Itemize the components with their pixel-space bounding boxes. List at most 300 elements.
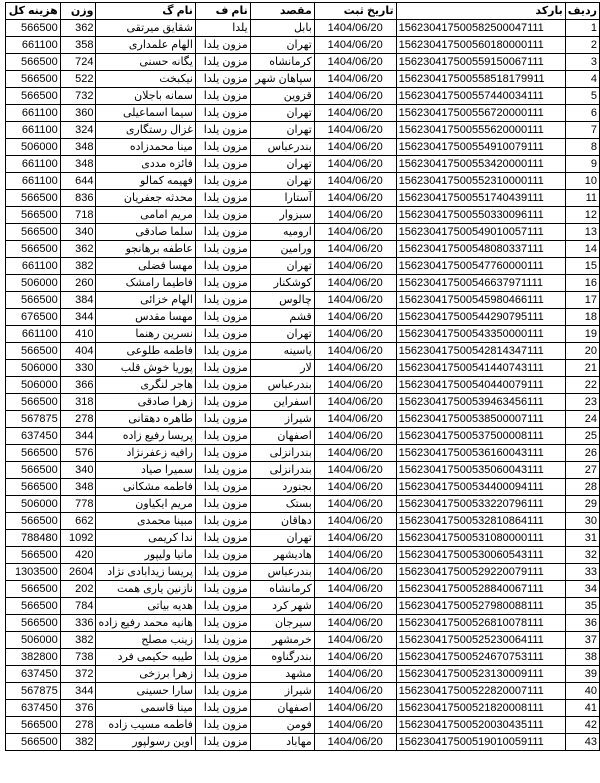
registration-date-cell: 1404/06/20: [314, 428, 396, 445]
destination-cell: تهران: [250, 326, 314, 343]
weight-cell: 340: [60, 224, 96, 241]
total-cost-cell: 567875: [6, 683, 61, 700]
sender-name-cell: مزون یلدا: [195, 71, 250, 88]
registration-date-cell: 1404/06/20: [314, 105, 396, 122]
destination-cell: تهران: [250, 156, 314, 173]
destination-cell: بندرعباس: [250, 377, 314, 394]
header-sender-name: نام ف: [195, 3, 250, 20]
barcode-cell: 156230417500538500007111: [396, 411, 565, 428]
row-number-cell: 18: [565, 309, 599, 326]
receiver-name-cell: رافیه زعفرنژاد: [96, 445, 196, 462]
registration-date-cell: 1404/06/20: [314, 530, 396, 547]
total-cost-cell: 506000: [6, 139, 61, 156]
barcode-cell: 156230417500560180000111: [396, 37, 565, 54]
table-row: [6, 20, 600, 37]
sender-name-cell: مزون یلدا: [195, 88, 250, 105]
receiver-name-cell: فائزه مددی: [96, 156, 196, 173]
sender-name-cell: مزون یلدا: [195, 683, 250, 700]
table-row: [6, 360, 600, 377]
registration-date-cell: 1404/06/20: [314, 564, 396, 581]
destination-cell: هادیشهر: [250, 547, 314, 564]
receiver-name-cell: مانیا ولیپور: [96, 547, 196, 564]
destination-cell: تهران: [250, 105, 314, 122]
destination-cell: کوشکنار: [250, 275, 314, 292]
table-row: [6, 343, 600, 360]
weight-cell: 382: [60, 632, 96, 649]
registration-date-cell: 1404/06/20: [314, 326, 396, 343]
registration-date-cell: 1404/06/20: [314, 292, 396, 309]
destination-cell: خرمشهر: [250, 632, 314, 649]
total-cost-cell: 566500: [6, 54, 61, 71]
receiver-name-cell: هانیه محمد رفیع زاده: [96, 615, 196, 632]
header-barcode: بارکد: [396, 3, 565, 20]
weight-cell: 336: [60, 615, 96, 632]
receiver-name-cell: الهام خزائی: [96, 292, 196, 309]
registration-date-cell: 1404/06/20: [314, 309, 396, 326]
total-cost-cell: 661100: [6, 37, 61, 54]
total-cost-cell: 566500: [6, 581, 61, 598]
registration-date-cell: 1404/06/20: [314, 666, 396, 683]
weight-cell: 410: [60, 326, 96, 343]
total-cost-cell: 506000: [6, 496, 61, 513]
receiver-name-cell: طیبه حکیمی فرد: [96, 649, 196, 666]
header-total-cost: هزینه کل: [6, 3, 61, 20]
destination-cell: تهران: [250, 173, 314, 190]
destination-cell: کرمانشاه: [250, 581, 314, 598]
weight-cell: 348: [60, 479, 96, 496]
table-row: [6, 411, 600, 428]
sender-name-cell: مزون یلدا: [195, 190, 250, 207]
destination-cell: سبزوار: [250, 207, 314, 224]
table-row: [6, 547, 600, 564]
registration-date-cell: 1404/06/20: [314, 258, 396, 275]
receiver-name-cell: هاجر لنگری: [96, 377, 196, 394]
destination-cell: بندرانزلی: [250, 462, 314, 479]
row-number-cell: 8: [565, 139, 599, 156]
destination-cell: سیرجان: [250, 615, 314, 632]
total-cost-cell: 566500: [6, 20, 61, 37]
table-row: [6, 564, 600, 581]
table-row: [6, 173, 600, 190]
registration-date-cell: 1404/06/20: [314, 462, 396, 479]
table-row: [6, 700, 600, 717]
row-number-cell: 17: [565, 292, 599, 309]
registration-date-cell: 1404/06/20: [314, 122, 396, 139]
total-cost-cell: 676500: [6, 309, 61, 326]
sender-name-cell: مزون یلدا: [195, 173, 250, 190]
table-row: [6, 377, 600, 394]
sender-name-cell: مزون یلدا: [195, 513, 250, 530]
row-number-cell: 32: [565, 547, 599, 564]
header-destination: مقصد: [250, 3, 314, 20]
table-row: [6, 445, 600, 462]
registration-date-cell: 1404/06/20: [314, 343, 396, 360]
table-row: [6, 530, 600, 547]
destination-cell: شهر کرد: [250, 598, 314, 615]
destination-cell: بندرگناوه: [250, 649, 314, 666]
sender-name-cell: مزون یلدا: [195, 411, 250, 428]
total-cost-cell: 566500: [6, 547, 61, 564]
row-number-cell: 37: [565, 632, 599, 649]
row-number-cell: 16: [565, 275, 599, 292]
weight-cell: 732: [60, 88, 96, 105]
weight-cell: 202: [60, 581, 96, 598]
table-row: [6, 632, 600, 649]
receiver-name-cell: سمیرا صیاد: [96, 462, 196, 479]
barcode-cell: 156230417500556720000111: [396, 105, 565, 122]
row-number-cell: 7: [565, 122, 599, 139]
registration-date-cell: 1404/06/20: [314, 496, 396, 513]
weight-cell: 724: [60, 54, 96, 71]
sender-name-cell: مزون یلدا: [195, 207, 250, 224]
registration-date-cell: 1404/06/20: [314, 190, 396, 207]
weight-cell: 344: [60, 309, 96, 326]
sender-name-cell: مزون یلدا: [195, 105, 250, 122]
table-row: [6, 309, 600, 326]
row-number-cell: 25: [565, 428, 599, 445]
sender-name-cell: مزون یلدا: [195, 615, 250, 632]
total-cost-cell: 661100: [6, 258, 61, 275]
table-row: [6, 190, 600, 207]
sender-name-cell: یلدا: [195, 20, 250, 37]
sender-name-cell: مزون یلدا: [195, 632, 250, 649]
destination-cell: تهران: [250, 37, 314, 54]
destination-cell: اسفراین: [250, 394, 314, 411]
registration-date-cell: 1404/06/20: [314, 241, 396, 258]
registration-date-cell: 1404/06/20: [314, 54, 396, 71]
table-row: [6, 513, 600, 530]
row-number-cell: 1: [565, 20, 599, 37]
registration-date-cell: 1404/06/20: [314, 581, 396, 598]
barcode-cell: 156230417500558518179911: [396, 71, 565, 88]
row-number-cell: 43: [565, 734, 599, 751]
total-cost-cell: 382800: [6, 649, 61, 666]
registration-date-cell: 1404/06/20: [314, 547, 396, 564]
receiver-name-cell: مریم امامی: [96, 207, 196, 224]
barcode-cell: 156230417500529220079111: [396, 564, 565, 581]
destination-cell: کرمانشاه: [250, 54, 314, 71]
row-number-cell: 24: [565, 411, 599, 428]
weight-cell: 344: [60, 683, 96, 700]
registration-date-cell: 1404/06/20: [314, 88, 396, 105]
barcode-cell: 156230417500541440743111: [396, 360, 565, 377]
weight-cell: 362: [60, 241, 96, 258]
row-number-cell: 2: [565, 37, 599, 54]
weight-cell: 404: [60, 343, 96, 360]
barcode-cell: 156230417500530060543111: [396, 547, 565, 564]
barcode-cell: 156230417500553420000111: [396, 156, 565, 173]
barcode-cell: 156230417500554910079111: [396, 139, 565, 156]
registration-date-cell: 1404/06/20: [314, 156, 396, 173]
receiver-name-cell: مینا محمدزاده: [96, 139, 196, 156]
table-row: [6, 207, 600, 224]
weight-cell: 278: [60, 717, 96, 734]
row-number-cell: 42: [565, 717, 599, 734]
total-cost-cell: 788480: [6, 530, 61, 547]
weight-cell: 2604: [60, 564, 96, 581]
table-row: [6, 105, 600, 122]
weight-cell: 644: [60, 173, 96, 190]
weight-cell: 382: [60, 258, 96, 275]
table-row: [6, 241, 600, 258]
sender-name-cell: مزون یلدا: [195, 700, 250, 717]
table-row: [6, 54, 600, 71]
total-cost-cell: 637450: [6, 700, 61, 717]
row-number-cell: 26: [565, 445, 599, 462]
row-number-cell: 30: [565, 513, 599, 530]
registration-date-cell: 1404/06/20: [314, 71, 396, 88]
table-row: [6, 666, 600, 683]
table-row: [6, 224, 600, 241]
destination-cell: بجنورد: [250, 479, 314, 496]
sender-name-cell: مزون یلدا: [195, 258, 250, 275]
barcode-cell: 156230417500526810078111: [396, 615, 565, 632]
registration-date-cell: 1404/06/20: [314, 734, 396, 751]
total-cost-cell: 566500: [6, 513, 61, 530]
barcode-cell: 156230417500540440079111: [396, 377, 565, 394]
row-number-cell: 27: [565, 462, 599, 479]
registration-date-cell: 1404/06/20: [314, 717, 396, 734]
receiver-name-cell: نازنین یاری همت: [96, 581, 196, 598]
receiver-name-cell: یگانه حسنی: [96, 54, 196, 71]
destination-cell: دهاقان: [250, 513, 314, 530]
weight-cell: 784: [60, 598, 96, 615]
barcode-cell: 156230417500552310000111: [396, 173, 565, 190]
receiver-name-cell: شقایق میرتقی: [96, 20, 196, 37]
total-cost-cell: 637450: [6, 666, 61, 683]
total-cost-cell: 506000: [6, 377, 61, 394]
table-row: [6, 275, 600, 292]
table-row: [6, 122, 600, 139]
sender-name-cell: مزون یلدا: [195, 598, 250, 615]
table-row: [6, 479, 600, 496]
weight-cell: 778: [60, 496, 96, 513]
weight-cell: 718: [60, 207, 96, 224]
sender-name-cell: مزون یلدا: [195, 54, 250, 71]
row-number-cell: 21: [565, 360, 599, 377]
row-number-cell: 13: [565, 224, 599, 241]
total-cost-cell: 566500: [6, 479, 61, 496]
table-row: [6, 139, 600, 156]
receiver-name-cell: مریم ایکیاون: [96, 496, 196, 513]
table-row: [6, 734, 600, 751]
receiver-name-cell: سلما صادقی: [96, 224, 196, 241]
registration-date-cell: 1404/06/20: [314, 377, 396, 394]
sender-name-cell: مزون یلدا: [195, 445, 250, 462]
row-number-cell: 12: [565, 207, 599, 224]
receiver-name-cell: محدثه جعفریان: [96, 190, 196, 207]
total-cost-cell: 566500: [6, 207, 61, 224]
registration-date-cell: 1404/06/20: [314, 411, 396, 428]
sender-name-cell: مزون یلدا: [195, 394, 250, 411]
receiver-name-cell: فاطیما رامشک: [96, 275, 196, 292]
weight-cell: 1092: [60, 530, 96, 547]
total-cost-cell: 566500: [6, 343, 61, 360]
registration-date-cell: 1404/06/20: [314, 700, 396, 717]
sender-name-cell: مزون یلدا: [195, 734, 250, 751]
registration-date-cell: 1404/06/20: [314, 479, 396, 496]
table-row: [6, 258, 600, 275]
total-cost-cell: 567875: [6, 411, 61, 428]
registration-date-cell: 1404/06/20: [314, 224, 396, 241]
registration-date-cell: 1404/06/20: [314, 649, 396, 666]
weight-cell: 366: [60, 377, 96, 394]
total-cost-cell: 566500: [6, 71, 61, 88]
sender-name-cell: مزون یلدا: [195, 360, 250, 377]
table-row: [6, 598, 600, 615]
table-row: [6, 88, 600, 105]
total-cost-cell: 566500: [6, 734, 61, 751]
receiver-name-cell: زهرا برزخی: [96, 666, 196, 683]
registration-date-cell: 1404/06/20: [314, 598, 396, 615]
sender-name-cell: مزون یلدا: [195, 462, 250, 479]
total-cost-cell: 566500: [6, 292, 61, 309]
table-row: [6, 462, 600, 479]
total-cost-cell: 566500: [6, 717, 61, 734]
barcode-cell: 156230417500545980466111: [396, 292, 565, 309]
sender-name-cell: مزون یلدا: [195, 309, 250, 326]
table-row: [6, 156, 600, 173]
registration-date-cell: 1404/06/20: [314, 20, 396, 37]
receiver-name-cell: فاطمه مشکانی: [96, 479, 196, 496]
weight-cell: 384: [60, 292, 96, 309]
sender-name-cell: مزون یلدا: [195, 530, 250, 547]
total-cost-cell: 566500: [6, 445, 61, 462]
total-cost-cell: 661100: [6, 122, 61, 139]
barcode-cell: 156230417500519010059111: [396, 734, 565, 751]
destination-cell: شیراز: [250, 411, 314, 428]
row-number-cell: 19: [565, 326, 599, 343]
total-cost-cell: 661100: [6, 326, 61, 343]
barcode-cell: 156230417500547760000111: [396, 258, 565, 275]
barcode-cell: 156230417500582500047111: [396, 20, 565, 37]
registration-date-cell: 1404/06/20: [314, 445, 396, 462]
registration-date-cell: 1404/06/20: [314, 37, 396, 54]
weight-cell: 318: [60, 394, 96, 411]
sender-name-cell: مزون یلدا: [195, 139, 250, 156]
total-cost-cell: 566500: [6, 598, 61, 615]
registration-date-cell: 1404/06/20: [314, 360, 396, 377]
registration-date-cell: 1404/06/20: [314, 394, 396, 411]
row-number-cell: 28: [565, 479, 599, 496]
destination-cell: سپاهان شهر: [250, 71, 314, 88]
registration-date-cell: 1404/06/20: [314, 513, 396, 530]
receiver-name-cell: اوین رسولپور: [96, 734, 196, 751]
header-row: [6, 3, 600, 20]
receiver-name-cell: طاهره دهقانی: [96, 411, 196, 428]
weight-cell: 348: [60, 156, 96, 173]
table-row: [6, 326, 600, 343]
total-cost-cell: 637450: [6, 428, 61, 445]
total-cost-cell: 566500: [6, 615, 61, 632]
header-weight: وزن: [60, 3, 96, 20]
destination-cell: قشم: [250, 309, 314, 326]
destination-cell: بندرعباس: [250, 564, 314, 581]
sender-name-cell: مزون یلدا: [195, 479, 250, 496]
shipments-table: [5, 2, 600, 751]
barcode-cell: 156230417500534400094111: [396, 479, 565, 496]
table-row: [6, 428, 600, 445]
row-number-cell: 41: [565, 700, 599, 717]
row-number-cell: 10: [565, 173, 599, 190]
barcode-cell: 156230417500522820007111: [396, 683, 565, 700]
receiver-name-cell: سیما اسماعیلی: [96, 105, 196, 122]
total-cost-cell: 661100: [6, 156, 61, 173]
row-number-cell: 31: [565, 530, 599, 547]
receiver-name-cell: مهسا مقدس: [96, 309, 196, 326]
barcode-cell: 156230417500544290795111: [396, 309, 565, 326]
barcode-cell: 156230417500527980088111: [396, 598, 565, 615]
weight-cell: 738: [60, 649, 96, 666]
barcode-cell: 156230417500550330096111: [396, 207, 565, 224]
barcode-cell: 156230417500528840067111: [396, 581, 565, 598]
table-row: [6, 649, 600, 666]
destination-cell: اصفهان: [250, 428, 314, 445]
registration-date-cell: 1404/06/20: [314, 173, 396, 190]
weight-cell: 348: [60, 139, 96, 156]
header-registration-date: تاریخ ثبت: [314, 3, 396, 20]
barcode-cell: 156230417500543350000111: [396, 326, 565, 343]
header-row-number: ردیف: [565, 3, 599, 20]
receiver-name-cell: نیکبخت: [96, 71, 196, 88]
sender-name-cell: مزون یلدا: [195, 292, 250, 309]
table-row: [6, 683, 600, 700]
row-number-cell: 6: [565, 105, 599, 122]
destination-cell: ارومیه: [250, 224, 314, 241]
registration-date-cell: 1404/06/20: [314, 683, 396, 700]
table-row: [6, 37, 600, 54]
total-cost-cell: 566500: [6, 224, 61, 241]
total-cost-cell: 1303500: [6, 564, 61, 581]
weight-cell: 376: [60, 700, 96, 717]
destination-cell: ورامین: [250, 241, 314, 258]
receiver-name-cell: غزال رستگاری: [96, 122, 196, 139]
registration-date-cell: 1404/06/20: [314, 139, 396, 156]
sender-name-cell: مزون یلدا: [195, 666, 250, 683]
receiver-name-cell: پوریا خوش قلب: [96, 360, 196, 377]
receiver-name-cell: سمانه باجلان: [96, 88, 196, 105]
destination-cell: بابل: [250, 20, 314, 37]
sender-name-cell: مزون یلدا: [195, 224, 250, 241]
receiver-name-cell: فاطمه طلوعی: [96, 343, 196, 360]
receiver-name-cell: الهام علمداری: [96, 37, 196, 54]
destination-cell: شیراز: [250, 683, 314, 700]
weight-cell: 420: [60, 547, 96, 564]
destination-cell: یاسینه: [250, 343, 314, 360]
barcode-cell: 156230417500525230064111: [396, 632, 565, 649]
table-row: [6, 581, 600, 598]
sender-name-cell: مزون یلدا: [195, 717, 250, 734]
row-number-cell: 9: [565, 156, 599, 173]
header-receiver-name: نام گ: [96, 3, 196, 20]
table-row: [6, 615, 600, 632]
barcode-cell: 156230417500559150067111: [396, 54, 565, 71]
row-number-cell: 4: [565, 71, 599, 88]
weight-cell: 324: [60, 122, 96, 139]
receiver-name-cell: عاطفه برهانجو: [96, 241, 196, 258]
sender-name-cell: مزون یلدا: [195, 343, 250, 360]
destination-cell: تهران: [250, 530, 314, 547]
sender-name-cell: مزون یلدا: [195, 547, 250, 564]
destination-cell: لار: [250, 360, 314, 377]
sender-name-cell: مزون یلدا: [195, 241, 250, 258]
barcode-cell: 156230417500548080337111: [396, 241, 565, 258]
barcode-cell: 156230417500549010057111: [396, 224, 565, 241]
total-cost-cell: 506000: [6, 360, 61, 377]
receiver-name-cell: هدیه بیاتی: [96, 598, 196, 615]
sender-name-cell: مزون یلدا: [195, 122, 250, 139]
row-number-cell: 23: [565, 394, 599, 411]
